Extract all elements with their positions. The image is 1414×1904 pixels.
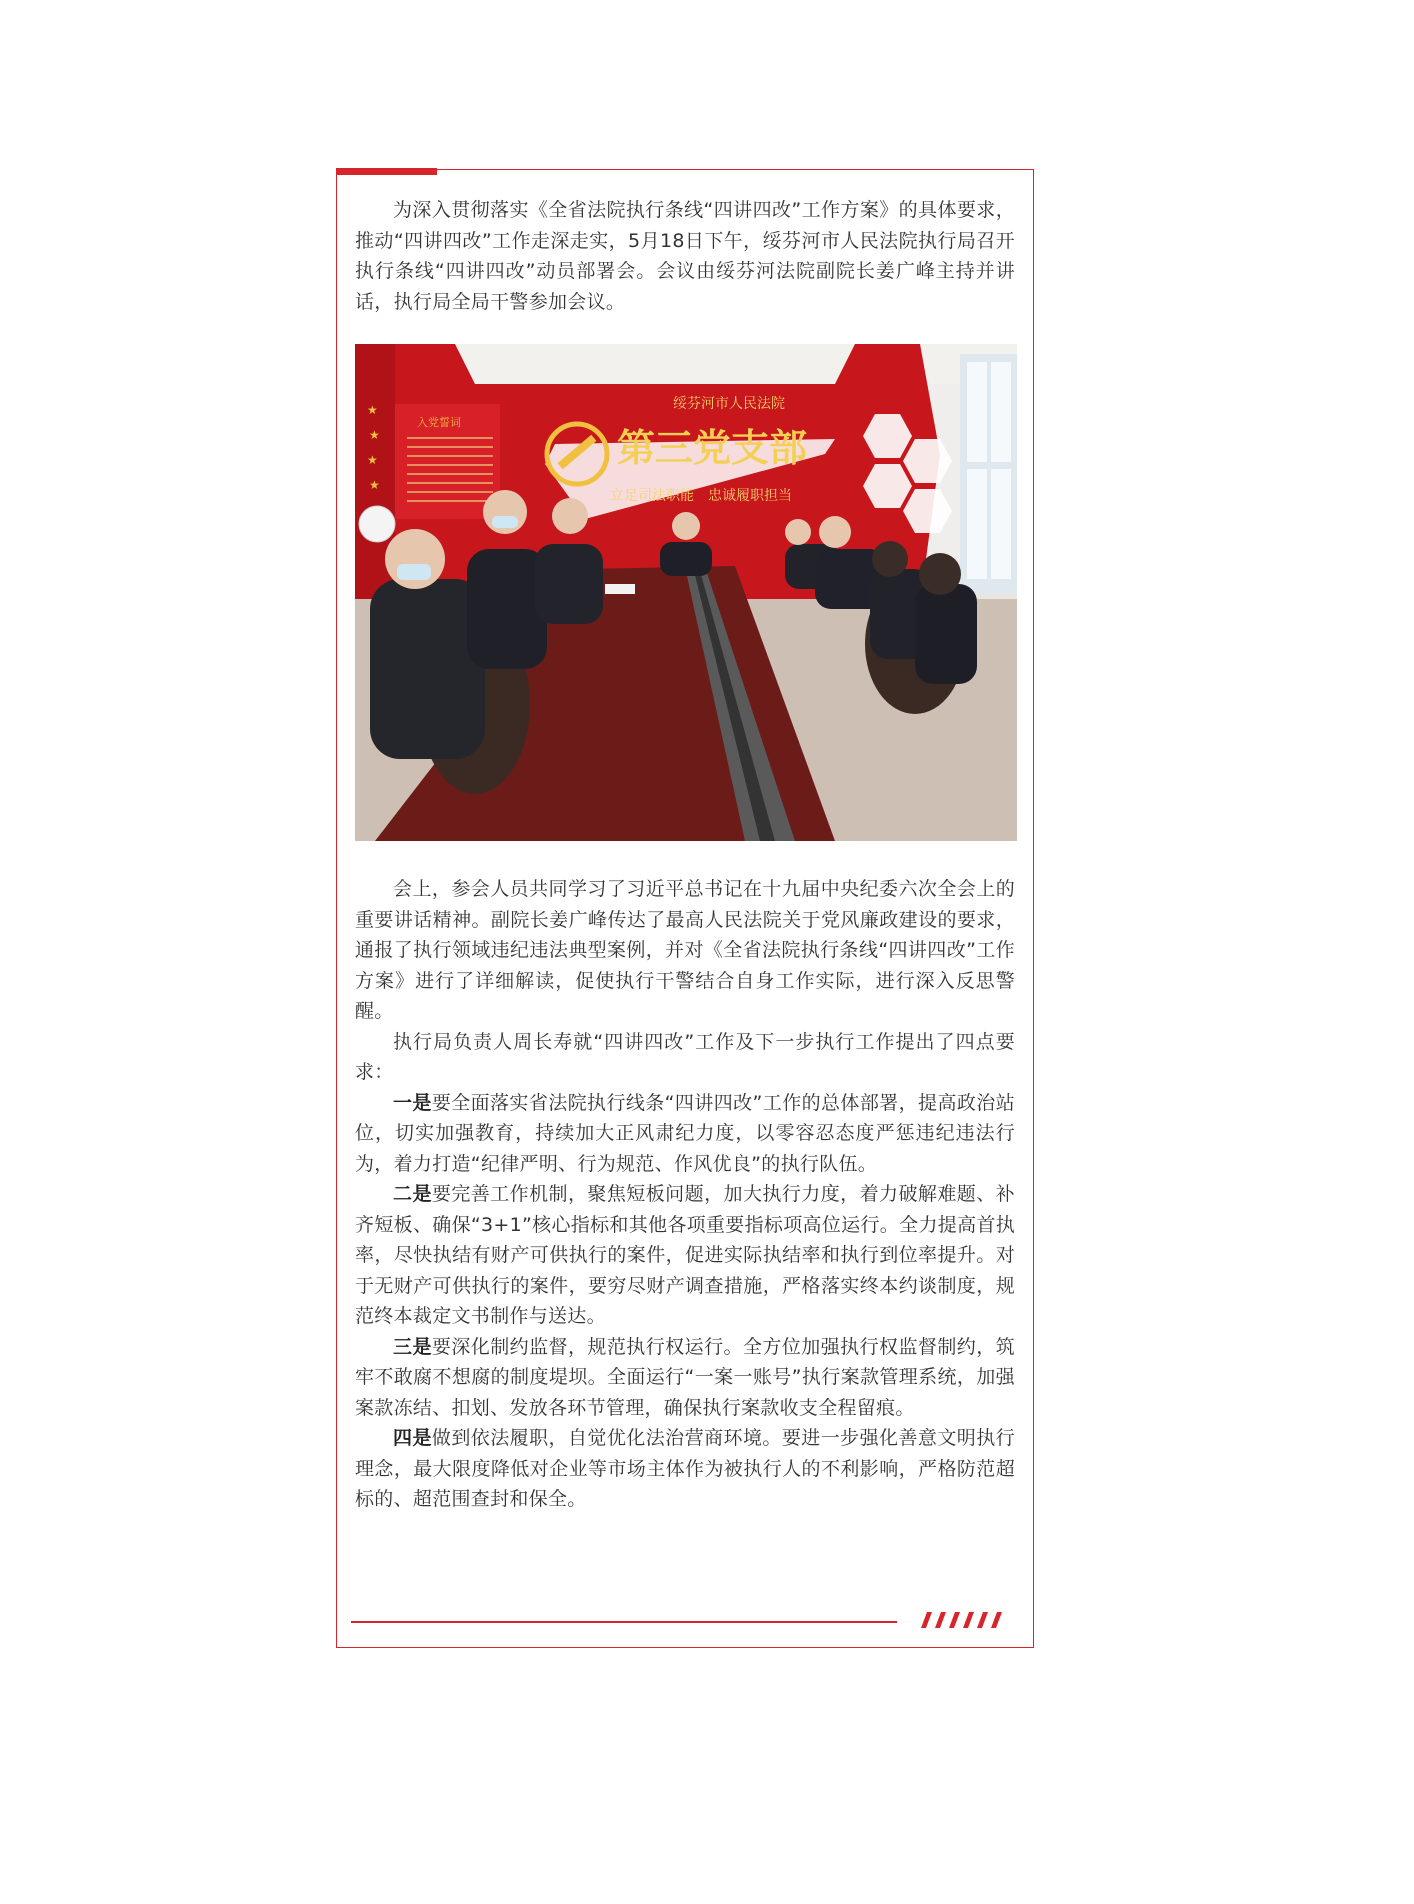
court-sign: 绥芬河市人民法院: [673, 396, 785, 412]
requirement-1-text: 要全面落实省法院执行线条“四讲四改”工作的总体部署，提高政治站位，切实加强教育，持续加大正风肃纪力度，以零容忍态度严惩违纪违法行为，着力打造“纪律严明、行为规范、作风优良”的执行队伍。: [355, 1091, 1015, 1175]
requirement-4-lead: 四是: [393, 1427, 432, 1449]
article-body: [355, 195, 1015, 1515]
branch-sign: 第三党支部: [617, 425, 808, 470]
oath-title: 入党誓词: [417, 416, 461, 429]
svg-text:★: ★: [369, 478, 380, 492]
svg-text:★: ★: [369, 428, 380, 442]
meeting-photo: [355, 344, 1017, 841]
svg-text:★: ★: [367, 453, 378, 467]
requirement-4-text: 做到依法履职，自觉优化法治营商环境。要进一步强化善意文明执行理念，最大限度降低对企业等市场主体作为被执行人的不利影响，严格防范超标的、超范围查封和保全。: [355, 1427, 1015, 1510]
wall-slogan: 立足司法职能 忠诚履职担当: [610, 488, 792, 504]
requirement-3: [355, 1332, 1015, 1424]
requirement-1-lead: 一是: [393, 1091, 432, 1114]
requirement-1: [355, 1088, 1015, 1180]
requirement-2-text: 要完善工作机制，聚焦短板问题，加大执行力度，着力破解难题、补齐短板、确保“3+1”核心指标和其他各项重要指标项高位运行。全力提高首执率，尽快执结有财产可供执行的案件，促进实际执结率和执行到位率提升。对于无财产可供执行的案件，要穷尽财产调查措施，严格落实终本约谈制度，规范终本裁定文书制作与送达。: [355, 1183, 1015, 1327]
requirement-3-lead: 三是: [393, 1335, 432, 1358]
meeting-paragraph: 会上，参会人员共同学习了习近平总书记在十九届中央纪委六次全会上的重要讲话精神。副院长姜广峰传达了最高人民法院关于党风廉政建设的要求，通报了执行领域违纪违法典型案例，并对《全省法院执行条线“四讲四改”工作方案》进行了详细解读，促使执行干警结合自身工作实际，进行深入反思警醒。: [355, 878, 1015, 1022]
requirement-2: [355, 1179, 1015, 1332]
article-card: [336, 169, 1034, 1648]
intro-paragraph: 为深入贯彻落实《全省法院执行条线“四讲四改”工作方案》的具体要求，推动“四讲四改”工作走深走实，5月18日下午，绥芬河市人民法院执行局召开执行条线“四讲四改”动员部署会。会议由绥芬河法院副院长姜广峰主持并讲话，执行局全局干警参加会议。: [355, 199, 1015, 313]
requirement-2-lead: 二是: [393, 1183, 432, 1205]
footer-stripes-decoration: [915, 1610, 1005, 1630]
footer-divider: [351, 1621, 897, 1623]
requirements-intro: 执行局负责人周长寿就“四讲四改”工作及下一步执行工作提出了四点要求：: [355, 1030, 1015, 1083]
top-accent-bar: [336, 168, 437, 175]
requirement-3-text: 要深化制约监督，规范执行权运行。全方位加强执行权监督制约，筑牢不敢腐不想腐的制度堤坝。全面运行“一案一账号”执行案款管理系统，加强案款冻结、扣划、发放各环节管理，确保执行案款收支全程留痕。: [355, 1335, 1015, 1419]
svg-text:★: ★: [367, 403, 378, 417]
requirement-4: [355, 1423, 1015, 1515]
